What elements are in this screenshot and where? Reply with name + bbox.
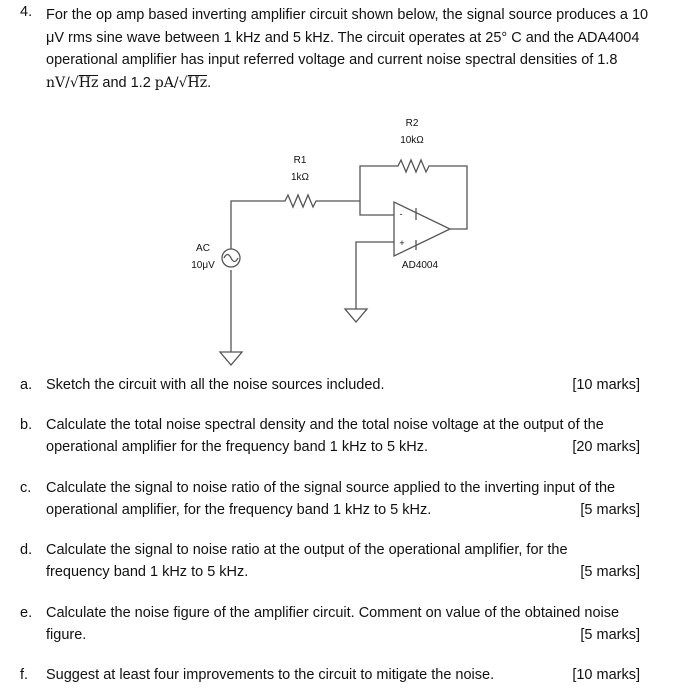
r2-name-label: R2: [405, 118, 419, 129]
question-line-4: [46, 72, 666, 95]
opamp-plus-sign: +: [399, 238, 405, 248]
part-text-line-1: Calculate the signal to noise ratio at the output of the operational amplifier, for the: [46, 542, 568, 558]
ground-symbol-opamp: [345, 309, 367, 322]
part-marks: [10 marks]: [572, 377, 640, 393]
part-label: c.: [20, 480, 32, 496]
part-marks: [5 marks]: [580, 502, 640, 518]
wire-noninverting-to-ground: [345, 242, 394, 322]
part-text-line-2: operational amplifier for the frequency band 1 kHz to 5 kHz.: [46, 439, 429, 455]
part-text-line-2: figure.: [46, 627, 87, 643]
part-text-line-2: frequency band 1 kHz to 5 kHz.: [46, 564, 249, 580]
ground-symbol-source: [220, 270, 242, 365]
ac-source-symbol: [222, 249, 240, 267]
wire-source-to-r1: [231, 201, 272, 249]
opamp-minus-sign: -: [399, 209, 403, 219]
voltage-noise-unit: nV/√Hz: [46, 74, 99, 91]
part-text-line-1: Sketch the circuit with all the noise sources included.: [46, 377, 385, 393]
part-marks: [5 marks]: [580, 627, 640, 643]
question-text: [46, 4, 666, 94]
part-marks: [20 marks]: [572, 439, 640, 455]
part-label: a.: [20, 377, 33, 393]
question-number: 4.: [20, 4, 33, 20]
part-label: b.: [20, 417, 33, 433]
part-text-line-1: Calculate the total noise spectral density and the total noise voltage at the output of the: [46, 417, 604, 433]
wire-inverting-node: [360, 166, 394, 215]
source-value-label: 10μV: [191, 260, 215, 271]
question-line-3: operational amplifier has input referred voltage and current noise spectral densities of 1.8: [46, 52, 618, 68]
r1-name-label: R1: [293, 155, 307, 166]
r1-resistor-symbol: [272, 195, 360, 207]
question-line-1: For the op amp based inverting amplifier circuit shown below, the signal source produces a 10: [46, 7, 649, 23]
opamp-name-label: AD4004: [401, 260, 439, 271]
part-label: e.: [20, 605, 33, 621]
current-noise-unit: pA/√Hz: [154, 74, 208, 91]
end-period: .: [207, 74, 212, 91]
r2-value-label: 10kΩ: [400, 135, 424, 146]
question-line-2: μV rms sine wave between 1 kHz and 5 kHz. The circuit operates at 25° C and the ADA4004: [46, 29, 640, 46]
r1-value-label: 1kΩ: [290, 172, 310, 183]
circuit-diagram: [0, 100, 681, 372]
part-text-line-1: Calculate the signal to noise ratio of the signal source applied to the inverting input of the: [46, 480, 616, 496]
part-text-line-1: Calculate the noise figure of the amplifier circuit. Comment on value of the obtained noise: [46, 605, 620, 621]
part-text-line-2: operational amplifier, for the frequency band 1 kHz to 5 kHz.: [46, 502, 432, 518]
part-label: d.: [20, 542, 33, 558]
part-marks: [5 marks]: [580, 564, 640, 580]
part-label: f.: [20, 667, 29, 683]
part-text-line-1: Suggest at least four improvements to the circuit to mitigate the noise.: [46, 667, 495, 683]
source-name-label: AC: [196, 243, 210, 254]
part-marks: [10 marks]: [572, 667, 640, 683]
and-text: and 1.2: [98, 74, 155, 91]
